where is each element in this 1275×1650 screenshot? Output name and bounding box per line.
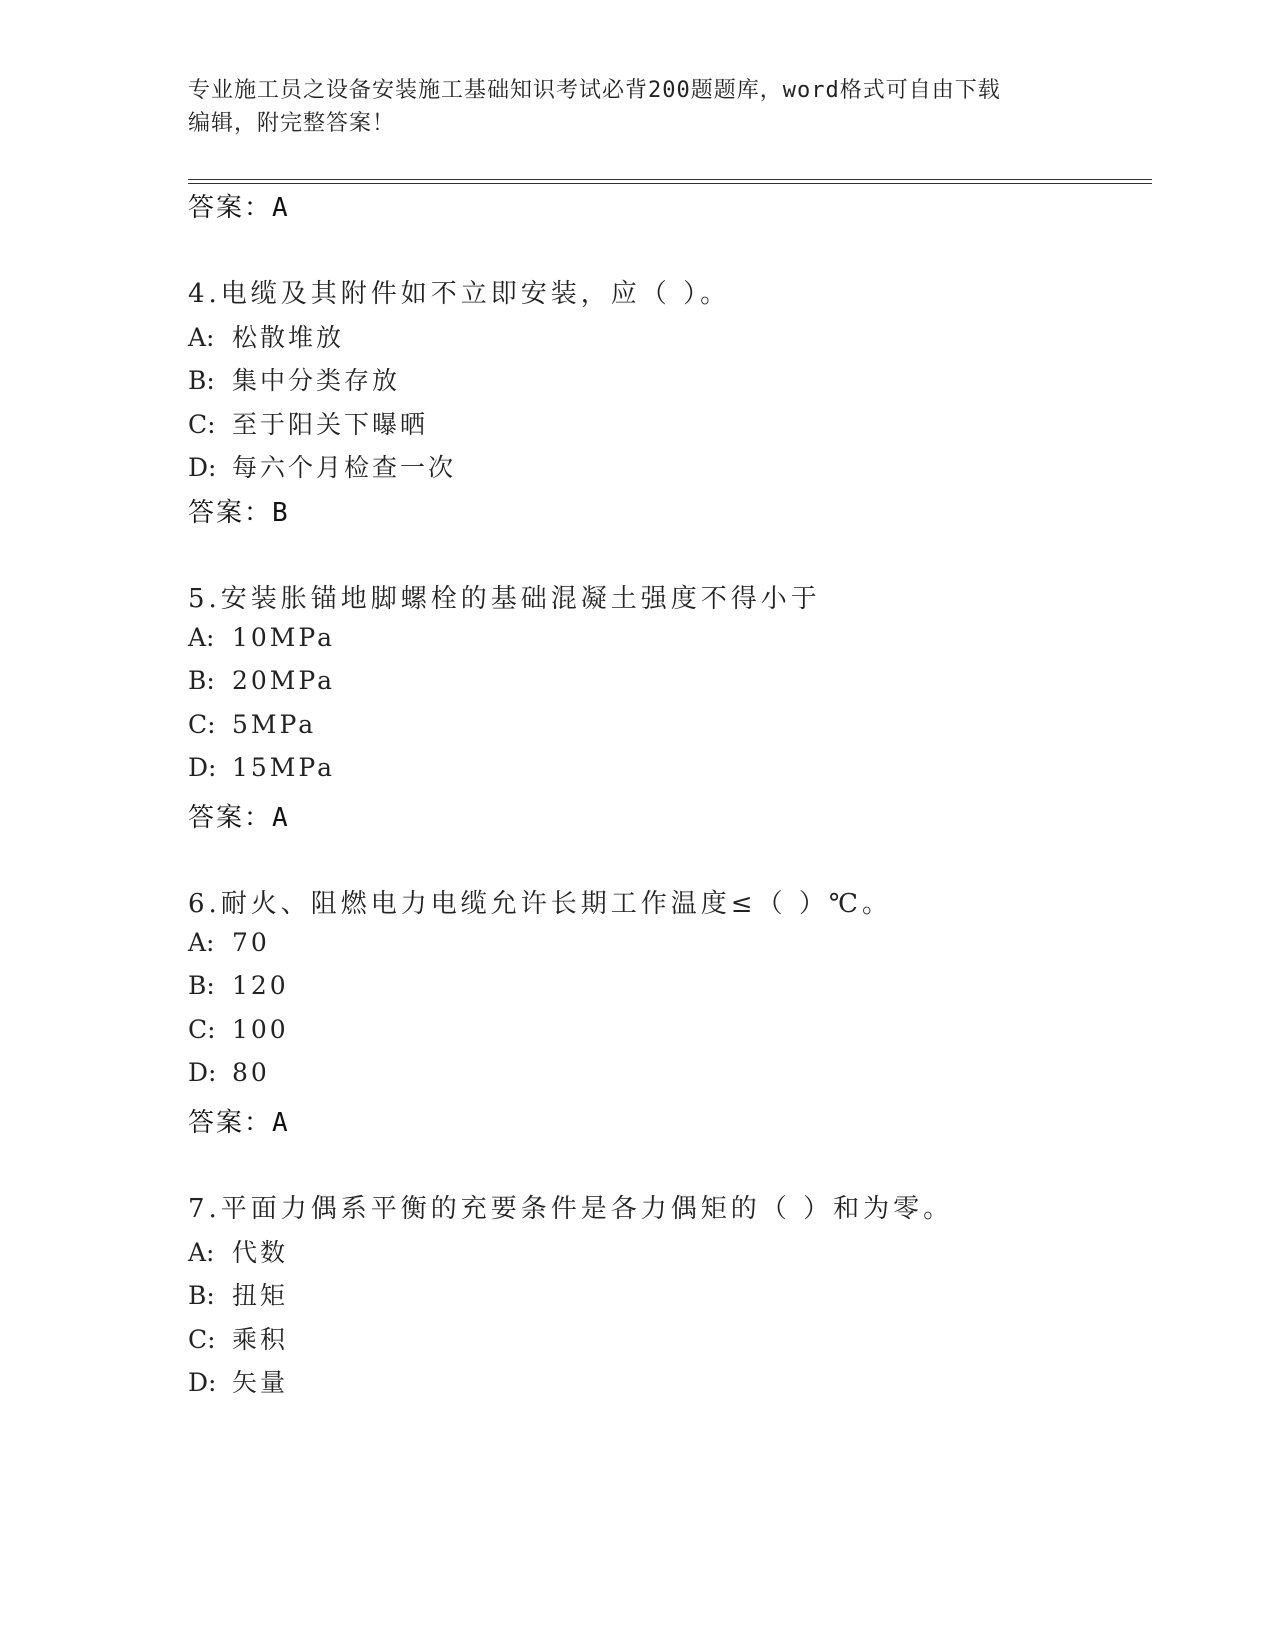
option-letter: A: [188, 623, 215, 652]
option-text: 15MPa [232, 753, 336, 782]
document-header [188, 74, 1088, 140]
option-text: 70 [232, 928, 270, 957]
option-text: 5MPa [232, 710, 317, 739]
option-c [188, 1320, 288, 1356]
option-b [188, 666, 335, 695]
option-b [188, 1276, 288, 1312]
header-line-2: 编辑，附完整答案！ [188, 111, 396, 136]
header-divider-top [188, 179, 1152, 180]
answer-prefix: 答案： [188, 193, 273, 223]
answer-value: A [272, 193, 289, 223]
question-stem: 7.平面力偶系平衡的充要条件是各力偶矩的（ ）和为零。 [188, 1194, 954, 1224]
option-c [188, 710, 316, 739]
option-text: 代数 [232, 1238, 289, 1267]
answer-value: B [272, 498, 289, 528]
question-stem: 4.电缆及其附件如不立即安装，应（ ）。 [188, 279, 731, 309]
option-letter: A: [188, 928, 215, 957]
answer-line [188, 492, 289, 529]
option-b [188, 971, 289, 1000]
option-letter: C: [188, 1325, 216, 1354]
option-text: 扭矩 [232, 1281, 289, 1310]
option-text: 10MPa [232, 623, 336, 652]
option-text: 至于阳关下曝晒 [232, 410, 429, 439]
option-text: 每六个月检查一次 [232, 453, 457, 482]
option-d [188, 753, 335, 782]
option-text: 乘积 [232, 1325, 289, 1354]
option-letter: A: [188, 323, 215, 352]
option-d [188, 448, 456, 484]
option-letter: C: [188, 410, 216, 439]
option-letter: D: [188, 453, 217, 482]
answer-value: A [272, 803, 289, 833]
option-d [188, 1058, 270, 1087]
option-d [188, 1363, 288, 1399]
answer-value: A [272, 1108, 289, 1138]
option-letter: D: [188, 1368, 217, 1397]
option-letter: B: [188, 666, 215, 695]
option-a [188, 928, 270, 957]
option-letter: B: [188, 1281, 215, 1310]
option-a [188, 1233, 288, 1269]
answer-line [188, 1102, 289, 1139]
option-letter: D: [188, 1058, 217, 1087]
answer-prefix: 答案： [188, 803, 273, 833]
option-text: 20MPa [232, 666, 336, 695]
answer-prefix: 答案： [188, 498, 273, 528]
option-text: 松散堆放 [232, 323, 345, 352]
option-letter: B: [188, 366, 215, 395]
option-a [188, 318, 344, 354]
answer-prefix: 答案： [188, 1108, 273, 1138]
option-text: 80 [232, 1058, 270, 1087]
option-text: 矢量 [232, 1368, 289, 1397]
header-line-1: 专业施工员之设备安装施工基础知识考试必背200题题库，word格式可自由下载 [188, 78, 1001, 103]
question-stem: 5.安装胀锚地脚螺栓的基础混凝土强度不得小于 [188, 584, 821, 614]
option-text: 120 [232, 971, 289, 1000]
option-b [188, 361, 400, 397]
option-letter: B: [188, 971, 215, 1000]
option-text: 100 [232, 1015, 289, 1044]
answer-line [188, 797, 289, 834]
option-c [188, 405, 428, 441]
question-stem: 6.耐火、阻燃电力电缆允许长期工作温度≤（ ）℃。 [188, 889, 892, 919]
option-text: 集中分类存放 [232, 366, 401, 395]
option-letter: A: [188, 1238, 215, 1267]
option-a [188, 623, 335, 652]
header-divider-bottom [188, 183, 1152, 184]
option-c [188, 1015, 289, 1044]
option-letter: C: [188, 710, 216, 739]
option-letter: D: [188, 753, 217, 782]
answer-line [188, 187, 289, 224]
option-letter: C: [188, 1015, 216, 1044]
